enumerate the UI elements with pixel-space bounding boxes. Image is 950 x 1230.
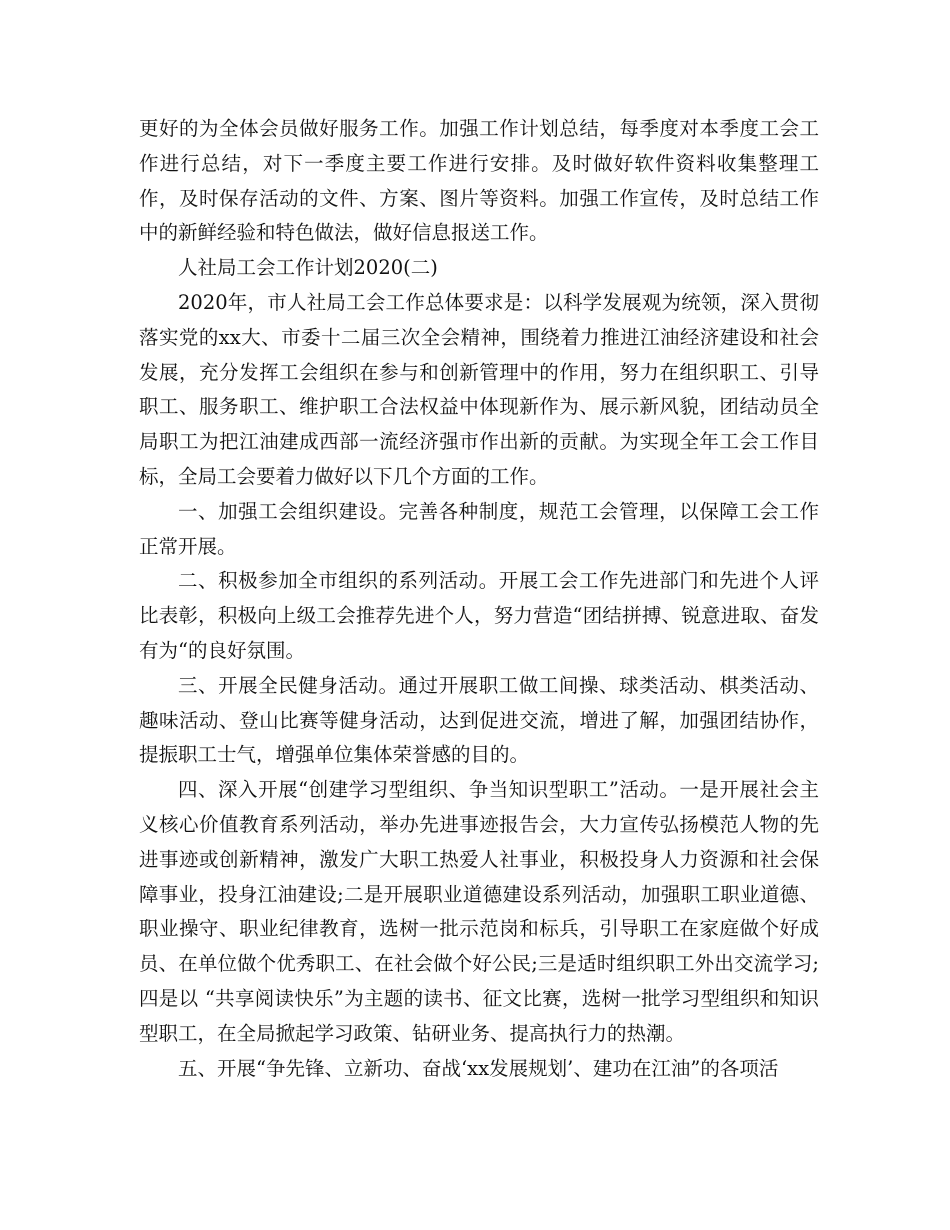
paragraph-item-5: 五、开展“争先锋、立新功、奋战‘xx发展规划’、建功在江油”的各项活: [178, 1056, 779, 1080]
paragraph-item-4: 四、深入开展“创建学习型组织、争当知识型职工”活动。一是开展社会主义核心价值教育系列活动，举办先进事迹报告会，大力宣传弘扬模范人物的先进事迹或创新精神，激发广大职工热爱人社事业，积极投身人力资源和社会保障事业，投身江油建设;二是开展职业道德建设系列活动，加强职工职业道德、职业操守、职业纪律教育，选树一批示范岗和标兵，引导职工在家庭做个好成员、在单位做个优秀职工、在社会做个好公民;三是适时组织职工外出交流学习;四是以 “共享阅读快乐”为主题的读书、征文比赛，选树一批学习型组织和知识型职工，在全局掀起学习政策、钻研业务、提高执行力的热潮。: [139, 778, 819, 1045]
paragraph-item-1: 一、加强工会组织建设。完善各种制度，规范工会管理，以保障工会工作正常开展。: [139, 499, 819, 558]
paragraph-item-3: 三、开展全民健身活动。通过开展职工做工间操、球类活动、棋类活动、趣味活动、登山比赛等健身活动，达到促进交流，增进了解，加强团结协作，提振职工士气，增强单位集体荣誉感的目的。: [139, 673, 819, 767]
paragraph-continuation: 更好的为全体会员做好服务工作。加强工作计划总结，每季度对本季度工会工作进行总结，对下一季度主要工作进行安排。及时做好软件资料收集整理工作，及时保存活动的文件、方案、图片等资料。加强工作宣传，及时总结工作中的新鲜经验和特色做法，做好信息报送工作。: [139, 117, 819, 245]
paragraph-item-2: 二、积极参加全市组织的系列活动。开展工会工作先进部门和先进个人评比表彰，积极向上级工会推荐先进个人，努力营造“团结拼搏、锐意进取、奋发有为“的良好氛围。: [139, 569, 819, 662]
paragraph-overview: 2020年，市人社局工会工作总体要求是：以科学发展观为统领，深入贯彻落实党的xx大、市委十二届三次全会精神，围绕着力推进江油经济建设和社会发展，充分发挥工会组织在参与和创新管理中的作用，努力在组织职工、引导职工、服务职工、维护职工合法权益中体现新作为、展示新风貌，团结动员全局职工为把江油建成西部一流经济强市作出新的贡献。为实现全年工会工作目标，全局工会要着力做好以下几个方面的工作。: [139, 290, 819, 488]
document-body: [139, 112, 819, 1086]
section-title: 人社局工会工作计划2020(二): [178, 256, 438, 280]
